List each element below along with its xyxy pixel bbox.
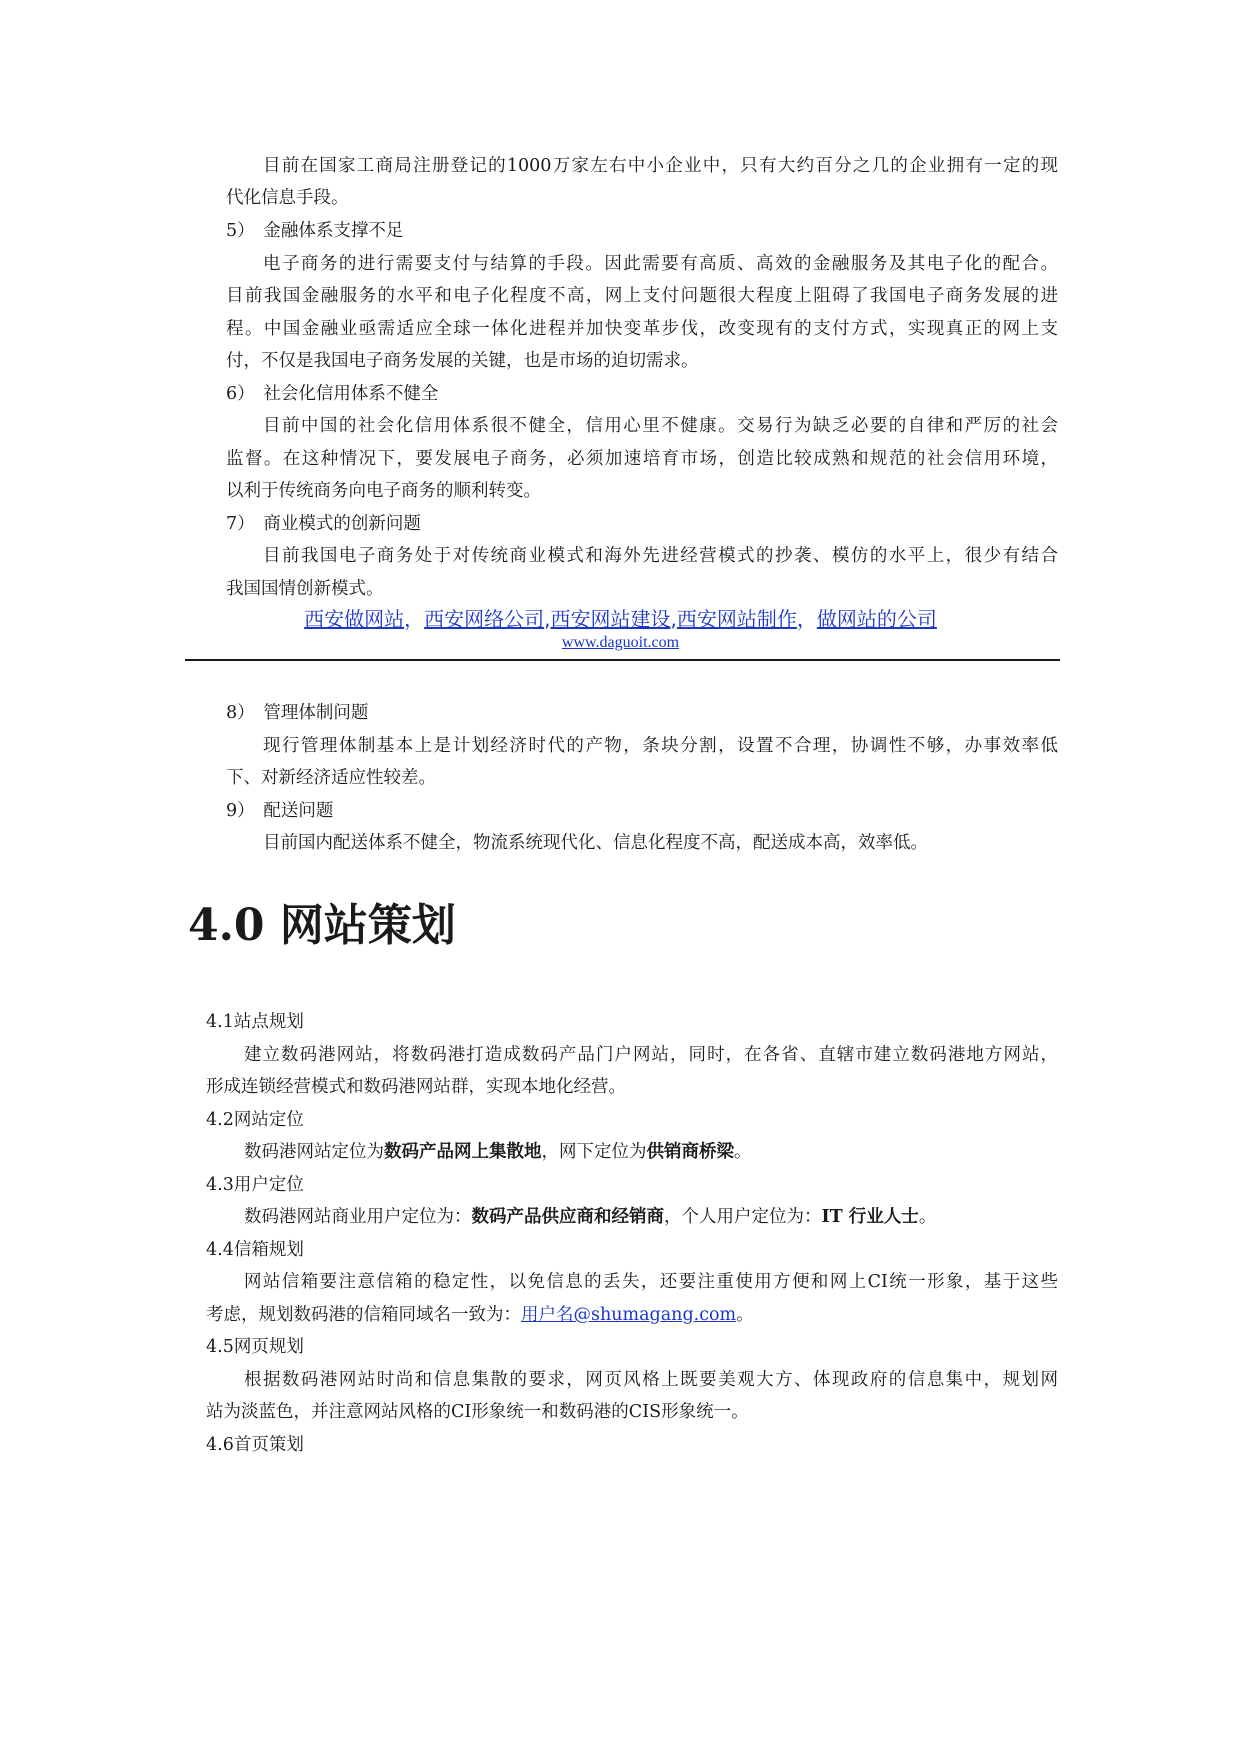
text-run: 。 [734,1142,752,1162]
page-divider [185,659,1060,661]
footer-url-wrap [0,633,1241,653]
paragraph-line: 形成连锁经营模式和数码港网站群，实现本地化经营。 [206,1077,626,1097]
footer-separator: ， [404,607,425,631]
paragraph-line [244,1205,936,1229]
text-run: 数码港网站定位为 [244,1142,384,1162]
bold-term: 供销商桥梁 [646,1142,734,1162]
paragraph-line: 目前国内配送体系不健全，物流系统现代化、信息化程度不高，配送成本高，效率低。 [263,833,928,853]
footer-links [0,606,1241,632]
paragraph-line: 监督。在这种情况下，要发展电子商务，必须加速培育市场，创造比较成熟和规范的社会信用环境， [226,449,1058,469]
text-run: 数码港网站商业用户定位为： [244,1207,472,1227]
paragraph-line: 站为淡蓝色，并注意网站风格的CI形象统一和数码港的CIS形象统一。 [206,1402,749,1422]
footer-url-link[interactable]: www.daguoit.com [561,634,680,651]
footer-link-xian-network-company[interactable]: 西安网络公司 [424,607,545,631]
section-heading: 4.0 网站策划 [188,900,456,951]
footer-link-xian-website-making[interactable]: 西安网站制作 [676,607,797,631]
paragraph-line: 程。中国金融业亟需适应全球一体化进程并加快变革步伐，改变现有的支付方式，实现真正的网上支 [226,319,1058,339]
paragraph-line: 我国国情创新模式。 [226,579,384,599]
list-heading-5: 5） 金融体系支撑不足 [226,221,404,241]
text-run: ，个人用户定位为： [664,1207,822,1227]
footer-link-website-company[interactable]: 做网站的公司 [816,607,937,631]
subsection-title-4-3: 4.3用户定位 [206,1175,304,1195]
text-run: 。 [918,1207,937,1227]
paragraph-line: 下、对新经济适应性较差。 [226,768,436,788]
subsection-title-4-5: 4.5网页规划 [206,1337,304,1357]
footer-separator: , [670,607,677,631]
footer-separator: , [544,607,551,631]
paragraph-line: 目前在国家工商局注册登记的1000万家左右中小企业中，只有大约百分之几的企业拥有一定的现 [263,156,1058,176]
list-heading-9: 9） 配送问题 [226,801,334,821]
paragraph-line: 代化信息手段。 [226,188,349,208]
bold-term: IT 行业人士 [821,1207,919,1227]
paragraph-line: 付，不仅是我国电子商务发展的关键，也是市场的迫切需求。 [226,351,699,371]
email-link[interactable]: 用户名@shumagang.com [521,1305,737,1325]
paragraph-line: 根据数码港网站时尚和信息集散的要求，网页风格上既要美观大方、体现政府的信息集中，规划网 [244,1370,1058,1390]
list-heading-8: 8） 管理体制问题 [226,703,369,723]
subsection-title-4-4: 4.4信箱规划 [206,1240,304,1260]
footer-link-xian-zuo-wangzhan[interactable]: 西安做网站 [304,607,405,631]
footer-link-xian-website-building[interactable]: 西安网站建设 [550,607,671,631]
bold-term: 数码产品供应商和经销商 [471,1207,664,1227]
text-run: 考虑，规划数码港的信箱同域名一致为： [206,1305,521,1325]
paragraph-line: 目前我国金融服务的水平和电子化程度不高，网上支付问题很大程度上阻碍了我国电子商务发展的进 [226,286,1058,306]
paragraph-line: 目前我国电子商务处于对传统商业模式和海外先进经营模式的抄袭、模仿的水平上，很少有结合 [263,546,1058,566]
paragraph-line: 电子商务的进行需要支付与结算的手段。因此需要有高质、高效的金融服务及其电子化的配合。 [263,254,1058,274]
footer-separator: ， [796,607,817,631]
subsection-title-4-6: 4.6首页策划 [206,1435,304,1455]
paragraph-line [206,1303,754,1327]
subsection-title-4-1: 4.1站点规划 [206,1012,304,1032]
paragraph-line: 网站信箱要注意信箱的稳定性，以免信息的丢失，还要注重使用方便和网上CI统一形象，基于这些 [244,1272,1058,1292]
list-heading-7: 7） 商业模式的创新问题 [226,514,421,534]
paragraph-line: 建立数码港网站，将数码港打造成数码产品门户网站，同时，在各省、直辖市建立数码港地方网站， [244,1045,1058,1065]
text-run: 。 [736,1305,754,1325]
paragraph-line: 以利于传统商务向电子商务的顺利转变。 [226,481,541,501]
paragraph-line [244,1140,752,1164]
list-heading-6: 6） 社会化信用体系不健全 [226,384,439,404]
paragraph-line: 目前中国的社会化信用体系很不健全，信用心里不健康。交易行为缺乏必要的自律和严厉的社会 [263,416,1058,436]
paragraph-line: 现行管理体制基本上是计划经济时代的产物，条块分割，设置不合理，协调性不够，办事效率低 [263,736,1058,756]
text-run: ，网下定位为 [541,1142,647,1162]
bold-term: 数码产品网上集散地 [384,1142,542,1162]
subsection-title-4-2: 4.2网站定位 [206,1110,304,1130]
